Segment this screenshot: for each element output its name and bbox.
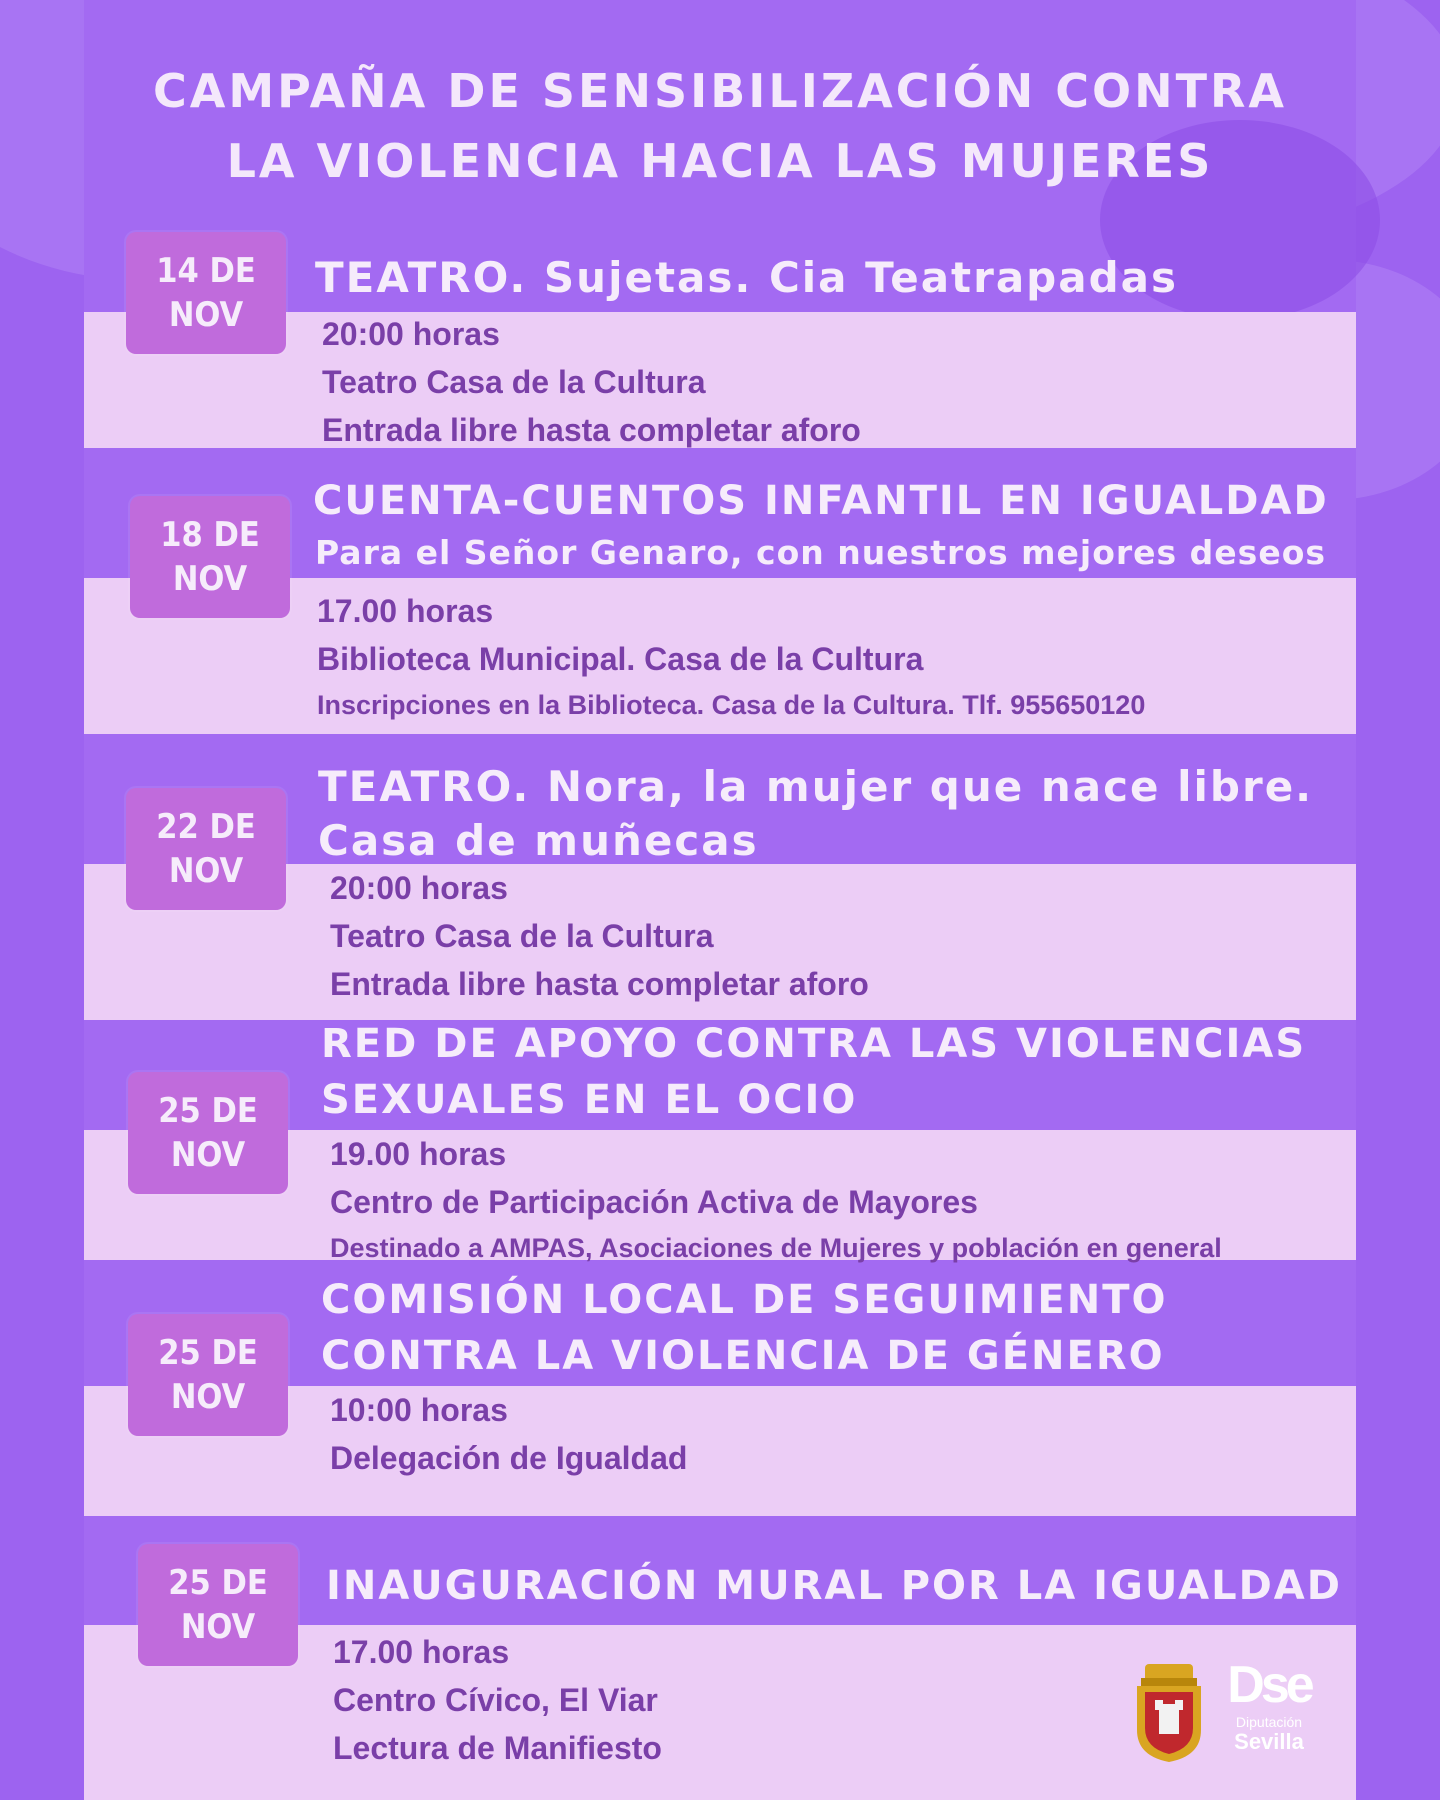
date-day: 25 DE: [158, 1091, 258, 1131]
date-month: NOV: [170, 1377, 246, 1417]
event-subtitle: Para el Señor Genaro, con nuestros mejores deseos: [315, 533, 1327, 572]
date-month: NOV: [168, 851, 244, 891]
event-note: Inscripciones en la Biblioteca. Casa de la Cultura. Tlf. 955650120: [317, 690, 1146, 720]
diputacion-logo-label: Diputación: [1235, 1714, 1303, 1730]
date-badge: [128, 1072, 288, 1194]
date-month: NOV: [172, 559, 248, 599]
event-title: [326, 1556, 1342, 1616]
event-venue: Delegación de Igualdad: [330, 1440, 688, 1476]
poster-title-line-2: LA VIOLENCIA HACIA LAS MUJERES: [226, 134, 1214, 188]
event-time: 20:00 horas: [330, 870, 508, 906]
event-time: 17.00 horas: [317, 593, 494, 629]
poster-title: [84, 56, 1356, 196]
date-day: 18 DE: [160, 515, 260, 555]
event-title: [321, 1016, 1306, 1128]
event-title: [313, 472, 1329, 530]
event-title: [321, 1272, 1168, 1384]
event-title: [315, 248, 1178, 308]
event-details: [333, 1628, 662, 1772]
event-time: 10:00 horas: [330, 1392, 508, 1428]
date-month: NOV: [180, 1607, 256, 1647]
diputacion-logo-mark: Dse: [1227, 1656, 1311, 1714]
poster-title-line-1: CAMPAÑA DE SENSIBILIZACIÓN CONTRA: [152, 64, 1288, 118]
event-title-line: RED DE APOYO CONTRA LAS VIOLENCIAS: [321, 1021, 1307, 1067]
date-day: 22 DE: [156, 807, 256, 847]
event-note: Destinado a AMPAS, Asociaciones de Mujeres y población en general: [330, 1233, 1222, 1263]
date-day: 14 DE: [156, 251, 256, 291]
event-venue: Centro Cívico, El Viar: [333, 1682, 658, 1718]
date-badge: [126, 232, 286, 354]
event-venue: Biblioteca Municipal. Casa de la Cultura: [317, 641, 924, 677]
event-venue: Teatro Casa de la Cultura: [322, 364, 706, 400]
event-venue: Centro de Participación Activa de Mayores: [330, 1184, 978, 1220]
event-title-line: TEATRO. Nora, la mujer que nace libre.: [318, 762, 1314, 811]
event-title-line: SEXUALES EN EL OCIO: [321, 1077, 858, 1123]
date-month: NOV: [168, 295, 244, 335]
date-day: 25 DE: [158, 1333, 258, 1373]
event-title-line: CONTRA LA VIOLENCIA DE GÉNERO: [321, 1333, 1165, 1379]
date-badge: [128, 1314, 288, 1436]
event-title-line: Casa de muñecas: [318, 816, 759, 865]
event-note: Entrada libre hasta completar aforo: [322, 412, 861, 448]
event-details: [322, 310, 861, 454]
event-title-line: TEATRO. Sujetas. Cia Teatrapadas: [315, 253, 1178, 302]
date-badge: [130, 496, 290, 618]
event-note: Entrada libre hasta completar aforo: [330, 966, 869, 1002]
diputacion-sevilla-logo: [1224, 1656, 1314, 1766]
event-title-line: INAUGURACIÓN MURAL POR LA IGUALDAD: [326, 1563, 1342, 1609]
event-details: [317, 587, 1145, 727]
event-details: [330, 864, 869, 1008]
event-note: Lectura de Manifiesto: [333, 1730, 662, 1766]
date-badge: [126, 788, 286, 910]
date-badge: [138, 1544, 298, 1666]
event-details: [330, 1386, 687, 1482]
event-title: [318, 760, 1313, 868]
event-venue: Teatro Casa de la Cultura: [330, 918, 714, 954]
town-coat-of-arms-logo: [1131, 1660, 1207, 1764]
event-details: [330, 1130, 1222, 1270]
event-time: 19.00 horas: [330, 1136, 507, 1172]
event-time: 20:00 horas: [322, 316, 500, 352]
diputacion-logo-label-city: Sevilla: [1234, 1729, 1304, 1754]
event-time: 17.00 horas: [333, 1634, 510, 1670]
event-title-line: COMISIÓN LOCAL DE SEGUIMIENTO: [321, 1277, 1168, 1323]
date-day: 25 DE: [168, 1563, 268, 1603]
date-month: NOV: [170, 1135, 246, 1175]
event-title-line: CUENTA-CUENTOS INFANTIL EN IGUALDAD: [313, 478, 1329, 524]
